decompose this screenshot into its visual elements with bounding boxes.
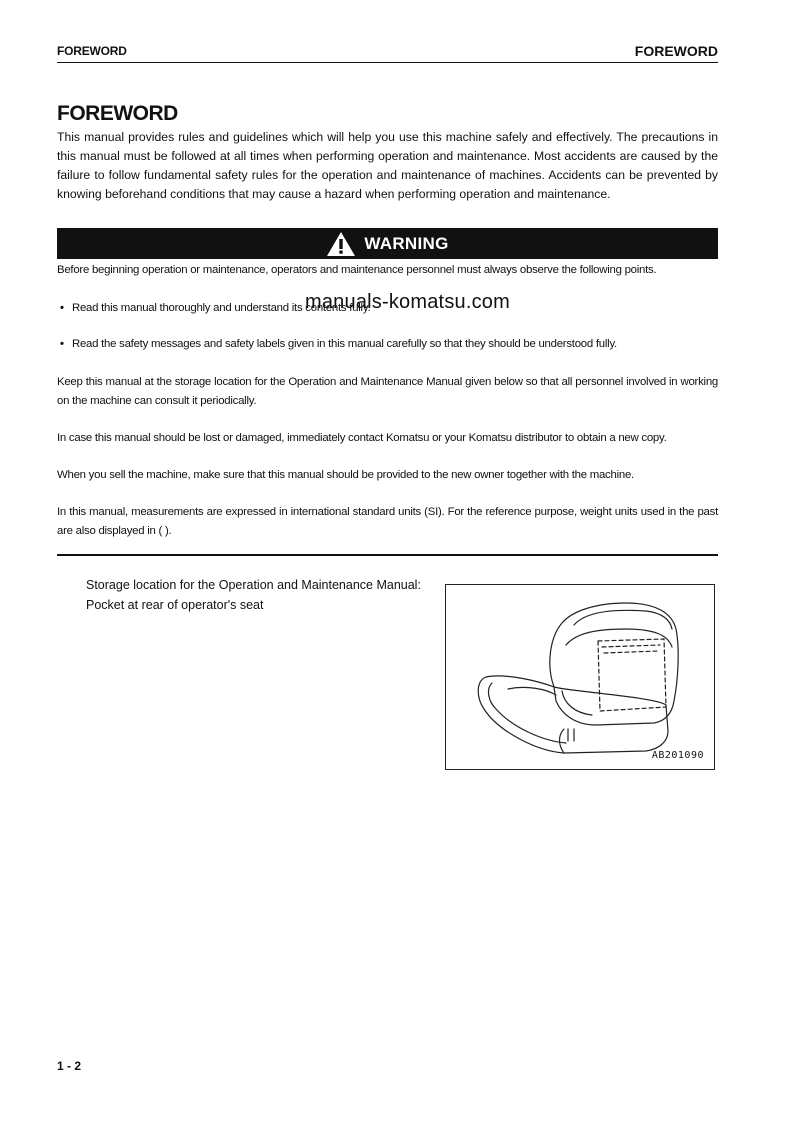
- page-number: 1 - 2: [57, 1059, 82, 1073]
- header-chapter-title: FOREWORD: [634, 43, 718, 59]
- bullet-text: Read the safety messages and safety labels given in this manual carefully so that they should be understood fully.: [72, 338, 617, 350]
- storage-line-1: Storage location for the Operation and Maintenance Manual:: [86, 578, 421, 592]
- warning-banner: [57, 228, 718, 259]
- intro-paragraph: This manual provides rules and guidelines which will help you use this machine safely and effectively. The precautions in this manual must be followed at all times when performing operation and maintenance. Most accidents are caused by the failure to follow fundamental safety rules for the operation and maintenance of machines. Accidents can be prevented by knowing beforehand conditions that may cause a hazard when performing operation and maintenance.: [57, 130, 718, 201]
- warning-paragraph: Keep this manual at the storage location for the Operation and Maintenance Manual given below so that all personnel involved in working on the machine can consult it periodically.: [57, 376, 718, 407]
- watermark-text: manuals-komatsu.com: [305, 291, 510, 313]
- bullet-text: Read this manual thoroughly and understand its contents fully.: [72, 302, 371, 314]
- warning-label: WARNING: [364, 233, 449, 253]
- header-divider: [57, 62, 718, 63]
- seat-figure: [445, 584, 715, 770]
- warning-paragraph: In this manual, measurements are expressed in international standard units (SI). For the reference purpose, weight units used in the past are also displayed in ( ).: [57, 506, 718, 537]
- warning-triangle-icon: [326, 231, 356, 257]
- figure-code: AB201090: [651, 750, 704, 761]
- header-section-title: FOREWORD: [57, 44, 127, 58]
- storage-line-2: Pocket at rear of operator's seat: [86, 598, 264, 612]
- warning-bullet: [60, 335, 710, 353]
- bullet-dot-icon: •: [60, 338, 64, 350]
- storage-location-text: [86, 575, 421, 615]
- warning-lead: Before beginning operation or maintenance, operators and maintenance personnel must always observe the following points.: [57, 264, 657, 276]
- bullet-dot-icon: •: [60, 302, 64, 314]
- section-divider: [57, 554, 718, 556]
- operator-seat-illustration: [446, 585, 714, 769]
- warning-paragraph: When you sell the machine, make sure that this manual should be provided to the new owner together with the machine.: [57, 469, 634, 481]
- warning-paragraph: In case this manual should be lost or damaged, immediately contact Komatsu or your Komatsu distributor to obtain a new copy.: [57, 432, 667, 444]
- page-title: FOREWORD: [57, 102, 178, 125]
